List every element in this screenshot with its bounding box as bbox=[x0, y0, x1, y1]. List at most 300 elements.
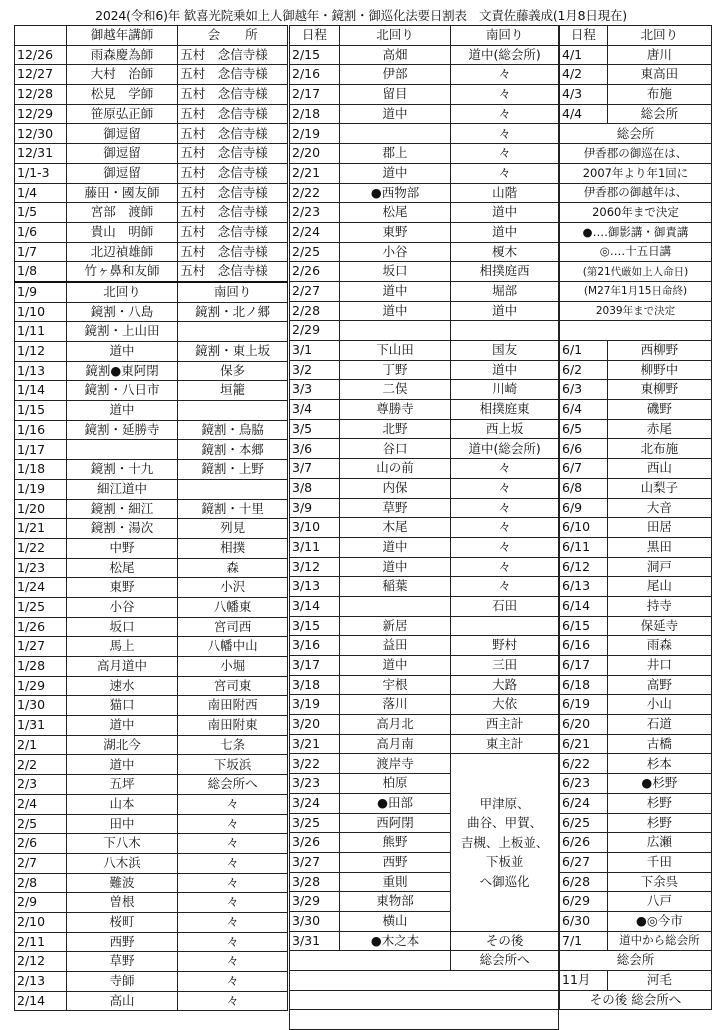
date-cell: 3/24 bbox=[290, 793, 340, 813]
kita-cell: 杉本 bbox=[607, 754, 711, 774]
kita-cell: 道中 bbox=[66, 342, 177, 362]
date-cell: 2/25 bbox=[290, 242, 340, 262]
kita-cell: 道中 bbox=[66, 401, 177, 421]
kita-cell: 山の前 bbox=[339, 459, 450, 479]
date-cell: 2/27 bbox=[290, 281, 340, 301]
header-row bbox=[290, 26, 559, 46]
table-row bbox=[15, 716, 288, 736]
table-row bbox=[15, 420, 288, 440]
date-cell: 2/24 bbox=[290, 222, 340, 242]
table-row bbox=[560, 85, 712, 105]
date-cell: 2/26 bbox=[290, 262, 340, 282]
date-cell: 2/16 bbox=[290, 65, 340, 85]
table-row bbox=[560, 45, 712, 65]
kita-cell: 布施 bbox=[607, 85, 711, 105]
date-cell: 2/4 bbox=[15, 794, 67, 814]
legend-meiji27: (M27年1月15日命終) bbox=[560, 281, 712, 301]
kita-cell: 坂口 bbox=[66, 617, 177, 637]
date-cell: 3/30 bbox=[290, 911, 340, 931]
date-cell: 3/9 bbox=[290, 498, 340, 518]
header-row bbox=[560, 26, 712, 46]
kita-cell: 田中 bbox=[66, 814, 177, 834]
kita-cell: 渡岸寺 bbox=[339, 754, 450, 774]
table-row bbox=[560, 144, 712, 164]
minami-cell: 西上坂 bbox=[451, 419, 559, 439]
date-cell: 4/1 bbox=[560, 45, 608, 65]
kita-cell: 下山田 bbox=[339, 341, 450, 361]
table-row bbox=[560, 557, 712, 577]
kaisho-cell: 五村 念信寺様 bbox=[178, 144, 288, 164]
minami-cell bbox=[451, 321, 559, 341]
date-cell: 1/22 bbox=[15, 538, 67, 558]
date-cell: 3/31 bbox=[290, 931, 340, 951]
kita-cell bbox=[66, 440, 177, 460]
date-cell: 1/21 bbox=[15, 519, 67, 539]
table-row bbox=[15, 440, 288, 460]
kita-cell: 北布施 bbox=[607, 439, 711, 459]
kita-cell: 東高田 bbox=[607, 65, 711, 85]
minami-cell: 々 bbox=[451, 124, 559, 144]
date-cell: 1/10 bbox=[15, 302, 67, 322]
date-cell: 3/26 bbox=[290, 833, 340, 853]
minami-cell: 道中 bbox=[451, 203, 559, 223]
date-cell: 12/31 bbox=[15, 144, 67, 164]
minami-cell: 西主計 bbox=[451, 715, 559, 735]
table-row bbox=[15, 302, 288, 322]
kita-cell: 高野 bbox=[607, 675, 711, 695]
table-row bbox=[290, 636, 559, 656]
kita-cell: 速水 bbox=[66, 676, 177, 696]
date-cell: 2/29 bbox=[290, 321, 340, 341]
kita-cell: 伊部 bbox=[339, 65, 450, 85]
date-cell: 12/27 bbox=[15, 65, 67, 85]
date-cell: 6/18 bbox=[560, 675, 608, 695]
minami-cell: 々 bbox=[451, 65, 559, 85]
legend-jugonichiko: ◎‥‥十五日講 bbox=[560, 242, 712, 262]
minami-cell: 石田 bbox=[451, 596, 559, 616]
kita-cell: 杉野 bbox=[607, 793, 711, 813]
date-cell: 3/13 bbox=[290, 577, 340, 597]
date-cell: 6/2 bbox=[560, 360, 608, 380]
table-row bbox=[560, 971, 712, 991]
table-row bbox=[15, 242, 288, 262]
kita-cell: 尾山 bbox=[607, 577, 711, 597]
minami-cell: 々 bbox=[178, 853, 288, 873]
date-cell: 1/29 bbox=[15, 676, 67, 696]
table-row bbox=[560, 360, 712, 380]
table-row bbox=[290, 65, 559, 85]
table-row bbox=[15, 479, 288, 499]
kita-cell: 道中 bbox=[66, 716, 177, 736]
kita-cell: 高月北 bbox=[339, 715, 450, 735]
date-cell: 1/6 bbox=[15, 222, 67, 242]
table-row bbox=[15, 912, 288, 932]
date-cell: 6/20 bbox=[560, 715, 608, 735]
table-row bbox=[290, 596, 559, 616]
minami-cell: 々 bbox=[451, 459, 559, 479]
minami-cell bbox=[451, 616, 559, 636]
kita-cell: 益田 bbox=[339, 636, 450, 656]
date-cell: 6/19 bbox=[560, 695, 608, 715]
date-cell: 1/8 bbox=[15, 262, 67, 282]
kita-cell: 鏡割・八日市 bbox=[66, 381, 177, 401]
table-row bbox=[560, 537, 712, 557]
kita-cell: ●木之本 bbox=[339, 931, 450, 951]
table-row bbox=[560, 518, 712, 538]
minami-cell: 相撲庭東 bbox=[451, 400, 559, 420]
table-feb-mar bbox=[289, 25, 559, 1030]
table-row bbox=[290, 124, 559, 144]
minami-cell: 々 bbox=[451, 163, 559, 183]
table-row bbox=[560, 990, 712, 1010]
table-row bbox=[560, 833, 712, 853]
kita-cell: 杉野 bbox=[607, 813, 711, 833]
minami-tail-cell: 総会所へ bbox=[451, 951, 559, 971]
minami-cell: 道中 bbox=[451, 360, 559, 380]
date-cell: 6/5 bbox=[560, 419, 608, 439]
table-row bbox=[290, 380, 559, 400]
kita-cell: 鏡割・細江 bbox=[66, 499, 177, 519]
koshi-cell: 雨森慶為師 bbox=[66, 45, 177, 65]
table-row bbox=[560, 400, 712, 420]
date-cell: 1/9 bbox=[15, 282, 67, 302]
minami-cell: 々 bbox=[178, 972, 288, 992]
kita-cell: 高畑 bbox=[339, 45, 450, 65]
table-row bbox=[290, 675, 559, 695]
minami-cell: 垣籠 bbox=[178, 381, 288, 401]
date-cell: 3/2 bbox=[290, 360, 340, 380]
date-cell: 3/10 bbox=[290, 518, 340, 538]
table-apr-jul bbox=[559, 25, 712, 1010]
kita-cell: 総会所 bbox=[607, 104, 711, 124]
table-row bbox=[560, 124, 712, 144]
table-row bbox=[15, 853, 288, 873]
date-cell: 6/1 bbox=[560, 341, 608, 361]
table-row bbox=[290, 695, 559, 715]
date-cell: 12/29 bbox=[15, 104, 67, 124]
table-row bbox=[560, 872, 712, 892]
koshi-cell: 大村 治師 bbox=[66, 65, 177, 85]
note-sokaisho: 総会所 bbox=[560, 124, 712, 144]
note-ikagun-kotsunen: 伊香郡の御越年は、 bbox=[560, 183, 712, 203]
date-cell: 2/3 bbox=[15, 775, 67, 795]
table-row bbox=[15, 322, 288, 342]
date-cell: 6/23 bbox=[560, 774, 608, 794]
date-cell: 1/13 bbox=[15, 361, 67, 381]
table-row bbox=[15, 755, 288, 775]
table-row bbox=[15, 696, 288, 716]
kita-cell: 小山 bbox=[607, 695, 711, 715]
table-row bbox=[290, 45, 559, 65]
date-cell: 6/24 bbox=[560, 793, 608, 813]
table-row bbox=[560, 380, 712, 400]
koshi-cell: 竹ヶ鼻和友師 bbox=[66, 262, 177, 282]
kita-cell bbox=[339, 596, 450, 616]
date-cell: 2/11 bbox=[15, 932, 67, 952]
date-cell: 6/21 bbox=[560, 734, 608, 754]
minami-cell: 大路 bbox=[451, 675, 559, 695]
kita-cell: 下余呉 bbox=[607, 872, 711, 892]
date-cell: 3/5 bbox=[290, 419, 340, 439]
table-row bbox=[290, 144, 559, 164]
kita-cell: 西阿閉 bbox=[339, 813, 450, 833]
table-row bbox=[15, 676, 288, 696]
table-row bbox=[560, 911, 712, 931]
date-cell: 3/18 bbox=[290, 675, 340, 695]
date-cell: 6/9 bbox=[560, 498, 608, 518]
table-row bbox=[290, 557, 559, 577]
date-cell: 1/31 bbox=[15, 716, 67, 736]
date-cell: 1/30 bbox=[15, 696, 67, 716]
table-row bbox=[560, 419, 712, 439]
minami-cell: 国友 bbox=[451, 341, 559, 361]
table-row bbox=[560, 301, 712, 321]
date-cell: 6/11 bbox=[560, 537, 608, 557]
date-cell: 6/17 bbox=[560, 656, 608, 676]
kita-cell: 桜町 bbox=[66, 912, 177, 932]
date-cell: 1/1-3 bbox=[15, 163, 67, 183]
minami-cell: 々 bbox=[178, 834, 288, 854]
table-row bbox=[15, 124, 288, 144]
minami-cell: 堀部 bbox=[451, 281, 559, 301]
table-row bbox=[560, 242, 712, 262]
date-cell: 2/18 bbox=[290, 104, 340, 124]
minami-cell: 小堀 bbox=[178, 657, 288, 677]
kita-cell: 細江道中 bbox=[66, 479, 177, 499]
date-cell: 6/8 bbox=[560, 478, 608, 498]
table-row bbox=[290, 163, 559, 183]
kita-cell: 道中 bbox=[339, 301, 450, 321]
minami-cell: 宮司東 bbox=[178, 676, 288, 696]
kita-cell: 馬上 bbox=[66, 637, 177, 657]
kita-cell: 保延寺 bbox=[607, 616, 711, 636]
date-cell: 3/7 bbox=[290, 459, 340, 479]
kita-cell: ●◎今市 bbox=[607, 911, 711, 931]
date-cell: 1/20 bbox=[15, 499, 67, 519]
minami-cell: 鏡割・鳥脇 bbox=[178, 420, 288, 440]
header-kotsunen-koshi: 御越年講師 bbox=[66, 26, 177, 46]
minami-cell: 南田附西 bbox=[178, 696, 288, 716]
date-cell: 12/28 bbox=[15, 85, 67, 105]
kita-cell: 柳野中 bbox=[607, 360, 711, 380]
minami-cell: 七条 bbox=[178, 735, 288, 755]
date-cell: 1/7 bbox=[15, 242, 67, 262]
koshi-cell: 御逗留 bbox=[66, 144, 177, 164]
date-cell: 4/2 bbox=[560, 65, 608, 85]
date-cell: 6/6 bbox=[560, 439, 608, 459]
date-cell: 3/22 bbox=[290, 754, 340, 774]
table-row bbox=[290, 715, 559, 735]
kaisho-cell: 五村 念信寺様 bbox=[178, 104, 288, 124]
table-row bbox=[15, 538, 288, 558]
kita-cell: 二俣 bbox=[339, 380, 450, 400]
date-cell: 3/1 bbox=[290, 341, 340, 361]
table-row bbox=[290, 439, 559, 459]
date-cell: 4/4 bbox=[560, 104, 608, 124]
table-row bbox=[290, 242, 559, 262]
table-row bbox=[15, 657, 288, 677]
date-cell: 3/14 bbox=[290, 596, 340, 616]
header-kaisho: 会 所 bbox=[178, 26, 288, 46]
kita-cell bbox=[339, 321, 450, 341]
table-row bbox=[290, 478, 559, 498]
table-row bbox=[15, 361, 288, 381]
date-cell: 6/13 bbox=[560, 577, 608, 597]
note-ikagun-junzai: 伊香郡の御巡在は、 bbox=[560, 144, 712, 164]
kita-cell: 河毛 bbox=[607, 971, 711, 991]
kita-cell: 道中 bbox=[339, 281, 450, 301]
date-cell: 1/15 bbox=[15, 401, 67, 421]
date-cell: 6/4 bbox=[560, 400, 608, 420]
date-cell: 3/25 bbox=[290, 813, 340, 833]
date-cell: 1/5 bbox=[15, 203, 67, 223]
koshi-cell: 藤田・國友師 bbox=[66, 183, 177, 203]
date-cell: 6/28 bbox=[560, 872, 608, 892]
date-cell: 6/22 bbox=[560, 754, 608, 774]
table-row bbox=[15, 45, 288, 65]
date-cell: 2/19 bbox=[290, 124, 340, 144]
note-ikagun-junzai-2: 2007年より年1回に bbox=[560, 163, 712, 183]
blank-cell bbox=[560, 321, 712, 341]
kita-cell: 五坪 bbox=[66, 775, 177, 795]
kita-cell: 鏡割・八島 bbox=[66, 302, 177, 322]
kita-cell: 東物部 bbox=[339, 892, 450, 912]
date-cell: 3/4 bbox=[290, 400, 340, 420]
table-row bbox=[15, 85, 288, 105]
date-cell: 6/7 bbox=[560, 459, 608, 479]
minami-cell: 八幡東 bbox=[178, 597, 288, 617]
date-cell: 2/7 bbox=[15, 853, 67, 873]
date-cell: 2/6 bbox=[15, 834, 67, 854]
kita-cell: 唐川 bbox=[607, 45, 711, 65]
minami-cell: 々 bbox=[451, 478, 559, 498]
table-row bbox=[15, 637, 288, 657]
table-row bbox=[560, 222, 712, 242]
table-row bbox=[560, 813, 712, 833]
table-row bbox=[560, 715, 712, 735]
date-cell: 6/29 bbox=[560, 892, 608, 912]
koshi-cell: 御逗留 bbox=[66, 124, 177, 144]
date-cell: 1/19 bbox=[15, 479, 67, 499]
table-row bbox=[290, 301, 559, 321]
table-row bbox=[560, 262, 712, 282]
kita-cell: 鏡割●東阿閉 bbox=[66, 361, 177, 381]
kita-cell: 熊野 bbox=[339, 833, 450, 853]
date-cell: 3/16 bbox=[290, 636, 340, 656]
table-row bbox=[290, 616, 559, 636]
table-row bbox=[560, 931, 712, 951]
table-row bbox=[15, 991, 288, 1011]
tail-sonogo: その後 総会所へ bbox=[560, 990, 712, 1010]
table-row bbox=[15, 499, 288, 519]
kita-cell: 東野 bbox=[66, 578, 177, 598]
minami-cell: 八幡中山 bbox=[178, 637, 288, 657]
kaisho-cell: 五村 念信寺様 bbox=[178, 203, 288, 223]
date-cell: 2/28 bbox=[290, 301, 340, 321]
table-row bbox=[560, 439, 712, 459]
legend-gonyo-meinichi: (第21代厳如上人命日) bbox=[560, 262, 712, 282]
table-row bbox=[15, 814, 288, 834]
table-row bbox=[560, 459, 712, 479]
table-row bbox=[15, 775, 288, 795]
kita-cell: 湖北今 bbox=[66, 735, 177, 755]
table-row bbox=[560, 951, 712, 971]
kita-cell: 磯野 bbox=[607, 400, 711, 420]
kita-cell: 古橋 bbox=[607, 734, 711, 754]
minami-cell: 々 bbox=[178, 873, 288, 893]
table-row bbox=[290, 341, 559, 361]
date-cell: 2/12 bbox=[15, 952, 67, 972]
table-row bbox=[290, 360, 559, 380]
kita-cell: 鏡割・湯次 bbox=[66, 519, 177, 539]
table-row bbox=[15, 834, 288, 854]
table-row bbox=[15, 617, 288, 637]
kita-cell: 東柳野 bbox=[607, 380, 711, 400]
date-cell: 2/9 bbox=[15, 893, 67, 913]
minami-cell: 南田附東 bbox=[178, 716, 288, 736]
minami-cell: 道中(総会所) bbox=[451, 439, 559, 459]
minami-cell: 鏡割・北ノ郷 bbox=[178, 302, 288, 322]
koshi-cell: 笹原弘正師 bbox=[66, 104, 177, 124]
minami-cell: 宮司西 bbox=[178, 617, 288, 637]
date-cell: 3/21 bbox=[290, 734, 340, 754]
table-row bbox=[560, 754, 712, 774]
date-cell: 2/1 bbox=[15, 735, 67, 755]
date-cell: 1/11 bbox=[15, 322, 67, 342]
table-row bbox=[560, 616, 712, 636]
table-row bbox=[290, 518, 559, 538]
table-row bbox=[15, 578, 288, 598]
kita-cell: 猫口 bbox=[66, 696, 177, 716]
table-row bbox=[15, 401, 288, 421]
table-row bbox=[290, 222, 559, 242]
table-row bbox=[15, 558, 288, 578]
table-row bbox=[290, 203, 559, 223]
kita-cell: 稲葉 bbox=[339, 577, 450, 597]
date-cell: 11月 bbox=[560, 971, 608, 991]
date-cell: 6/27 bbox=[560, 852, 608, 872]
kita-cell: 持寺 bbox=[607, 596, 711, 616]
table-row bbox=[560, 183, 712, 203]
table-row bbox=[290, 321, 559, 341]
date-cell: 3/15 bbox=[290, 616, 340, 636]
header-kita-mawari: 北回り bbox=[66, 282, 177, 302]
blank-cell bbox=[290, 990, 559, 1010]
table-row bbox=[290, 971, 559, 991]
table-row bbox=[560, 636, 712, 656]
table-row bbox=[15, 873, 288, 893]
minami-cell: 三田 bbox=[451, 656, 559, 676]
kaisho-cell: 五村 念信寺様 bbox=[178, 65, 288, 85]
table-row bbox=[290, 656, 559, 676]
minami-cell: 道中(総会所) bbox=[451, 45, 559, 65]
date-cell: 3/19 bbox=[290, 695, 340, 715]
date-cell: 6/26 bbox=[560, 833, 608, 853]
kita-cell: 道中 bbox=[339, 537, 450, 557]
kita-cell: 道中 bbox=[339, 557, 450, 577]
kita-cell: 広瀬 bbox=[607, 833, 711, 853]
table-row bbox=[15, 342, 288, 362]
minami-cell: 小沢 bbox=[178, 578, 288, 598]
kita-cell: 道中 bbox=[339, 104, 450, 124]
date-cell: 2/20 bbox=[290, 144, 340, 164]
table-row bbox=[15, 104, 288, 124]
date-cell: 4/3 bbox=[560, 85, 608, 105]
minami-junka-block: 甲津原、 曲谷、甲賀、 吉槻、上板並、 下板並 へ御巡化 bbox=[451, 754, 559, 931]
minami-cell: 道中 bbox=[451, 301, 559, 321]
minami-cell: 々 bbox=[451, 577, 559, 597]
table-row bbox=[290, 577, 559, 597]
